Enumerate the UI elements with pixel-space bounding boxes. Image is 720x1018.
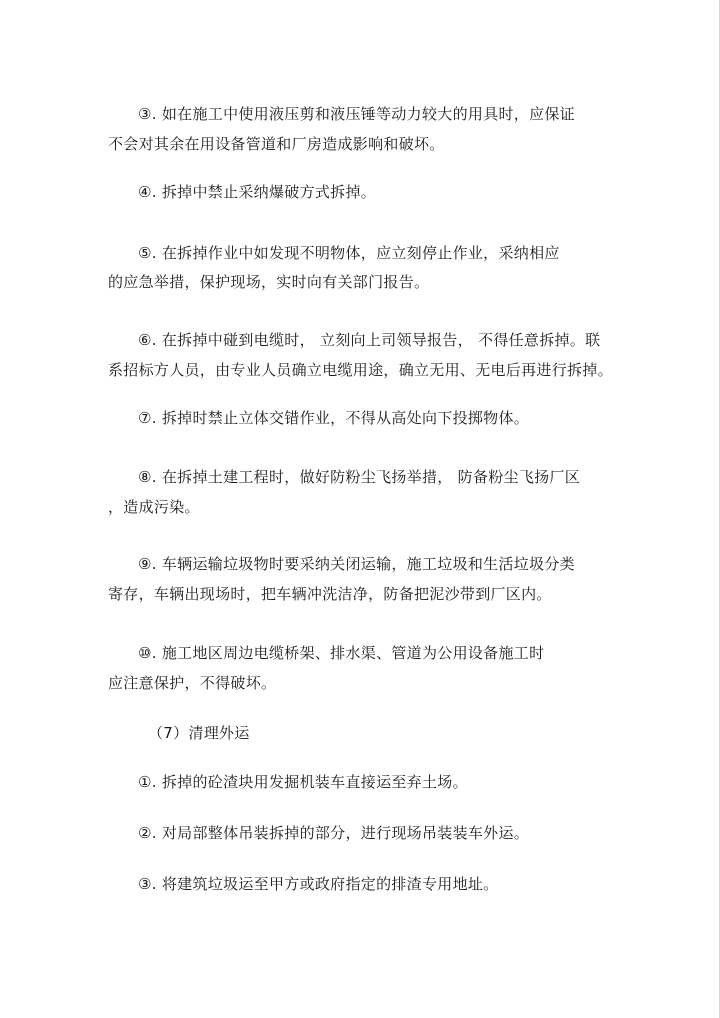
cleanup-item-3: ③. 将建筑垃圾运至甲方或政府指定的排渣专用地址。 xyxy=(138,875,499,893)
item-6-line-1: ⑥. 在拆掉中碰到电缆时， 立刻向上司领导报告， 不得任意拆掉。联 xyxy=(138,331,601,349)
item-5-line-2: 的应急举措，保护现场，实时向有关部门报告。 xyxy=(108,273,430,291)
item-10-line-1: ⑩. 施工地区周边电缆桥架、排水渠、管道为公用设备施工时 xyxy=(138,644,545,662)
item-8-line-2: ，造成污染。 xyxy=(108,498,200,516)
item-9-line-2: 寄存，车辆出现场时，把车辆冲洗洁净，防备把泥沙带到厂区内。 xyxy=(108,585,552,603)
item-4-line-1: ④. 拆掉中禁止采纳爆破方式拆掉。 xyxy=(138,183,377,201)
item-5-line-1: ⑤. 在拆掉作业中如发现不明物体，应立刻停止作业，采纳相应 xyxy=(138,244,560,262)
cleanup-item-2: ②. 对局部整体吊装拆掉的部分，进行现场吊装装车外运。 xyxy=(138,824,530,842)
item-3-line-1: ③. 如在施工中使用液压剪和液压锤等动力较大的用具时，应保证 xyxy=(138,105,575,123)
item-10-line-2: 应注意保护，不得破坏。 xyxy=(108,674,277,692)
item-7-line-1: ⑦. 拆掉时禁止立体交错作业，不得从高处向下投掷物体。 xyxy=(138,409,530,427)
item-8-line-1: ⑧. 在拆掉土建工程时，做好防粉尘飞扬举措， 防备粉尘飞扬厂区 xyxy=(138,468,581,486)
cleanup-item-1: ①. 拆掉的砼渣块用发掘机装车直接运至弃土场。 xyxy=(138,773,468,791)
section-heading-7: （7）清理外运 xyxy=(148,724,250,742)
item-6-line-2: 系招标方人员，由专业人员确立电缆用途，确立无用、无电后再进行拆掉。 xyxy=(108,361,613,379)
item-3-line-2: 不会对其余在用设备管道和厂房造成影响和破坏。 xyxy=(108,135,445,153)
item-9-line-1: ⑨. 车辆运输垃圾物时要采纳关闭运输，施工垃圾和生活垃圾分类 xyxy=(138,555,575,573)
